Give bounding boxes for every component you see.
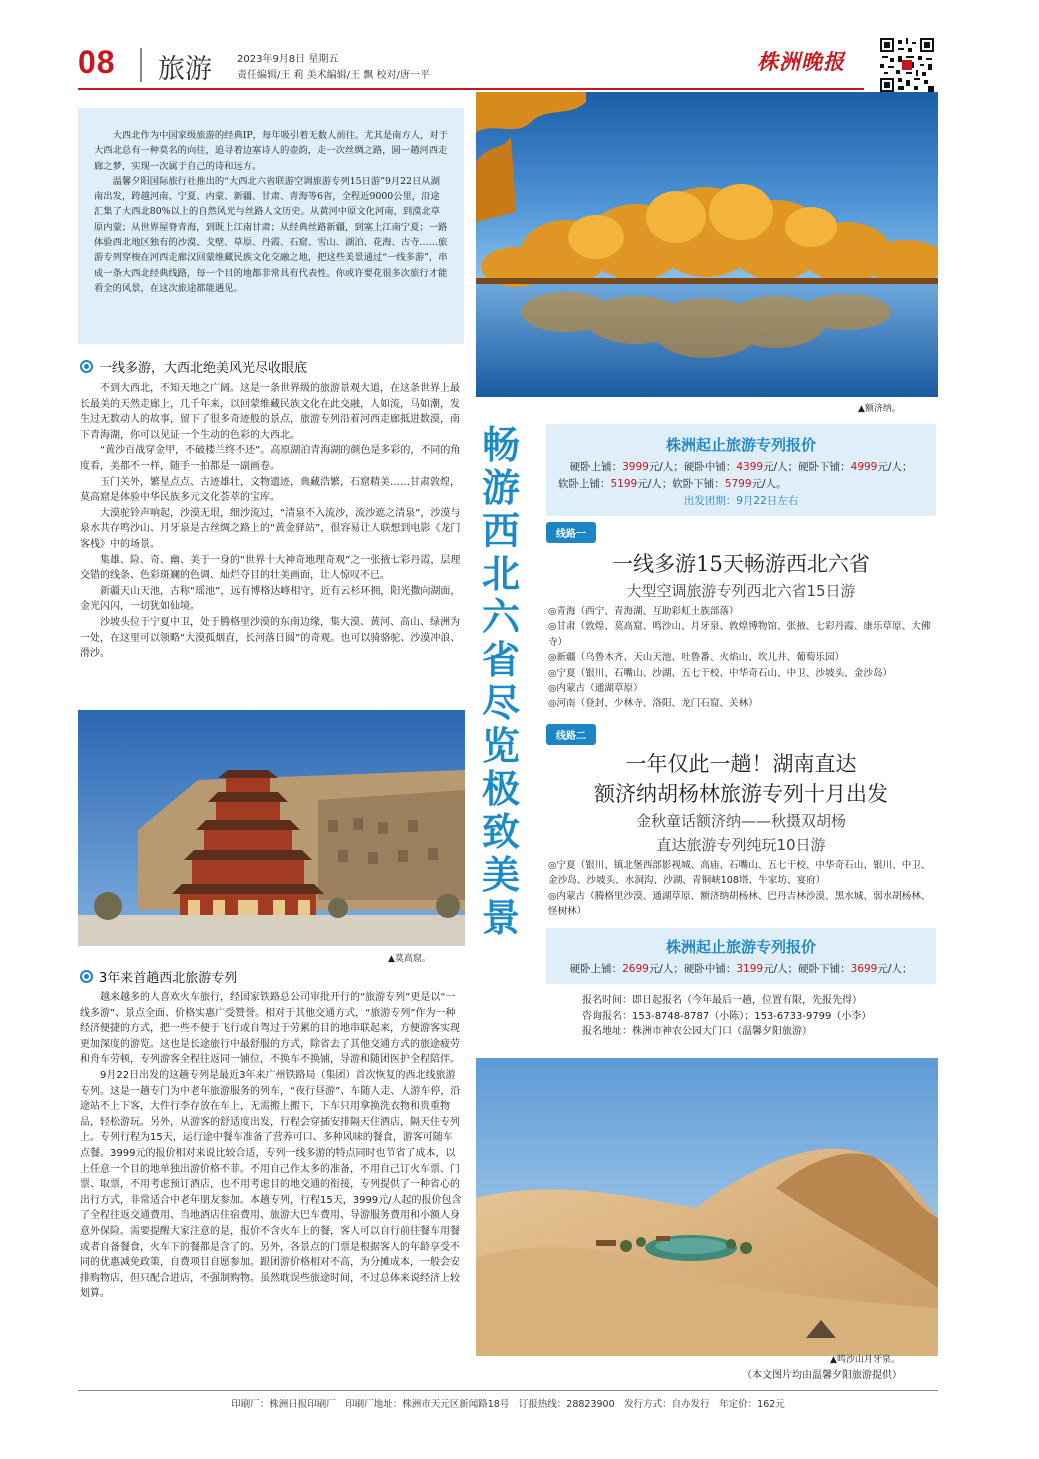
section1-paragraph: “黄沙百战穿金甲，不破楼兰终不还”。高原湖泊青海湖的颜色是多彩的，不同的角度看，美都不一样，随手一拍都是一副画卷。 xyxy=(80,445,461,472)
footer-rule xyxy=(78,1390,938,1391)
route2-subtitle-2: 直达旅游专列纯玩10日游 xyxy=(656,836,826,854)
price-box-2-title: 株洲起止旅游专列报价 xyxy=(665,938,816,956)
vertical-headline: 畅游西北六省 尽览极致美景 xyxy=(481,423,520,940)
page-number: 08 xyxy=(78,44,116,80)
section2-paragraph: 越来越多的人喜欢火车旅行，经国家铁路总公司审批开行的“旅游专列”更是以“一线多游”、景点全面、价格实惠广受赞誉。相对于其他交通方式，“旅游专列”作为一种经济便捷的方式，把一些不便于飞行或自驾过于劳累的目的地串联起来，方便游客实现更加深度的游览。这也是长途旅行中最舒服的方式，除省去了其他交通方式的旅途疲劳和舟车劳顿，专列游客全程往返同一铺位，不换车不换铺，导游和随团医护全程陪伴。 xyxy=(80,992,460,1066)
section1-paragraph: 玉门关外，繁星点点、古迹雄壮，文物遗迹，典藏浩繁，石窟精美……甘肃敦煌，莫高窟是体验中华民族多元文化荟萃的宝库。 xyxy=(80,476,460,504)
newspaper-logo: 株洲晚报 xyxy=(757,49,845,74)
section1-heading-text: 一线多游，大西北绝美风光尽收眼底 xyxy=(99,361,308,376)
route1-list-item: ◎甘肃（敦煌、莫高窟、鸣沙山、月牙泉、敦煌博物馆、张掖、七彩丹霞、康乐草原、大佛寺） xyxy=(548,621,931,648)
bullet-circle-icon xyxy=(80,970,93,983)
section2-heading xyxy=(80,967,237,986)
departure-date: 出发团期：9月22日左右 xyxy=(683,495,799,507)
intro-box xyxy=(78,108,464,344)
header-rule xyxy=(78,88,864,90)
issue-date: 2023年9月8日 星期五 xyxy=(237,54,339,65)
caption-crescent-lake: ▲鸣沙山月牙泉。 xyxy=(830,1355,900,1365)
price-box-1 xyxy=(546,424,936,516)
photo-mogao-image xyxy=(78,710,465,946)
section1-paragraph: 新疆天山天池，古称“瑶池”，远有博格达峰相守，近有云杉环拥，阳光撒向湖面，金光闪闪，一切犹如仙境。 xyxy=(80,585,461,613)
route1-list-item: ◎内蒙古（通湖草原） xyxy=(548,683,643,695)
signup-address: 报名地址：株洲市神农公园大门口（温馨夕阳旅游） xyxy=(582,1026,812,1037)
caption-mogao: ▲莫高窟。 xyxy=(388,954,431,964)
route2-title-1: 一年仅此一趟！湖南直达 xyxy=(625,752,857,776)
route1-list-item: ◎宁夏（银川、石嘴山、沙湖、五七干校、中华奇石山、中卫、沙坡头、金沙岛） xyxy=(548,667,893,679)
photo-ejina-image xyxy=(476,92,938,397)
price-box-1-line-1: 硬卧上铺：3999元/人；硬卧中铺：4399元/人；硬卧下铺：4999元/人； xyxy=(569,461,913,473)
signup-info xyxy=(548,993,936,1040)
section1-paragraph: 集雄、险、奇、幽、美于一身的“世界十大神奇地理奇观”之一张掖七彩丹霞，层理交错的线条、色彩斑斓的色调、灿烂夺目的壮美画面，让人惊叹不已。 xyxy=(80,554,461,582)
route1-list-item: ◎青海（西宁、青海湖、互助彩虹土族部落） xyxy=(548,606,739,617)
route2-title-2: 额济纳胡杨林旅游专列十月出发 xyxy=(594,782,888,806)
section-name: 旅游 xyxy=(158,54,212,85)
photo-crescent-lake-image xyxy=(476,1058,938,1356)
route1-subtitle: 大型空调旅游专列西北六省15日游 xyxy=(626,582,856,600)
section2-body xyxy=(80,990,462,1302)
section1-body xyxy=(80,381,462,662)
editors-line: 责任编辑/王 莉 美术编辑/王 飘 校对/唐一平 xyxy=(237,70,430,81)
caption-ejina: ▲额济纳。 xyxy=(858,404,901,414)
photo-ejina xyxy=(476,92,938,397)
footer-text: 印刷厂：株洲日报印刷厂 印刷厂地址：株洲市天元区新闻路18号 订报热线：28823900 发行方式：自办发行 年定价：162元 xyxy=(231,1399,785,1410)
section1-paragraph: 大漠驼铃声响起，沙漠无垠，细沙流过，“清泉不入流沙，流沙遮之清泉”，沙漠与泉水共存鸣沙山、月牙泉是古丝绸之路上的“黄金驿站”，很容易让人联想到电影《龙门客栈》中的场景。 xyxy=(80,507,461,550)
signup-time: 报名时间：即日起报名（今年最后一趟，位置有限，先报先得） xyxy=(582,995,862,1006)
route2-list-item: ◎内蒙古（腾格里沙漠、通湖草原、额济纳胡杨林、巴丹吉林沙漠、黑水城、弱水胡杨林、怪树林） xyxy=(548,890,931,918)
price-box-1-line-2: 软卧上铺：5199元/人；软卧下铺：5799元/人。 xyxy=(558,478,787,490)
route1-list-item: ◎河南（登封、少林寺、洛阳、龙门石窟、关林） xyxy=(548,698,758,710)
route2-tag: 线路二 xyxy=(546,724,596,745)
photo-credit: （本文图片均由温馨夕阳旅游提供） xyxy=(742,1370,902,1381)
header-divider xyxy=(140,48,142,82)
section1-paragraph: 不到大西北，不知天地之广阔。这是一条世界级的旅游景观大道，在这条世界上最长最美的天然走廊上，几千年来，以回蒙维藏民族文化在此交融，人如流，马如潮，发生过无数动人的故事，留下了很多奇迹般的景点，旅游专列沿着河西走廊抵进数漠，南下青海湖，你可以见证一个生动的色彩的大西北。 xyxy=(80,383,460,441)
route1-title: 一线多游15天畅游西北六省 xyxy=(612,552,870,576)
route1-list xyxy=(548,604,936,712)
signup-phone: 咨询报名：153-8748-8787（小陈）；153-6733-9799（小李） xyxy=(582,1010,872,1022)
section1-heading xyxy=(80,357,307,376)
route1-list-item: ◎新疆（乌鲁木齐、天山天池、吐鲁番、火焰山、坎儿井、葡萄乐园） xyxy=(548,652,845,664)
price-box-2 xyxy=(546,928,936,984)
route2-subtitle-1: 金秋童话额济纳——秋摄双胡杨 xyxy=(635,812,846,830)
price-box-2-line-1: 硬卧上铺：2699元/人；硬卧中铺：3199元/人；硬卧下铺：3699元/人； xyxy=(569,963,913,975)
route1-tag: 线路一 xyxy=(546,522,596,543)
route2-list-item: ◎宁夏（银川、镇北堡西部影视城、高庙、石嘴山、五七干校、中华奇石山、银川、中卫、金沙岛、沙坡头、水洞沟、沙湖、青铜峡108塔、牛家坊、宴府） xyxy=(548,860,931,887)
photo-crescent-lake xyxy=(476,1058,938,1356)
intro-paragraph-2: 温馨夕阳国际旅行社推出的“大西北六省联游空调旅游专列15日游”9月22日从湖南出发，跨越河南、宁夏、内蒙、新疆、甘肃、青海等6省，全程近9000公里，沿途汇集了大西北80%以上的自然风光与丝路人文历史。从黄河中原文化河南，到漠北草原内蒙；从世界屋脊青海，到既上江南甘肃；从经典丝路新疆，到塞上江南宁夏；一路体验西北地区独有的沙漠、戈壁、草原、丹霞、石窟、雪山、湖泊、花海、古寺……旅游专列穿梭在河西走廊汉回蒙维藏民族文化交融之地，把这些美景通过“一线多游”，串成一条大西北经典线路，每一个目的地都非常具有代表性。你或许要花很多次旅行才能看全的风景，在这次旅途都能遇见。 xyxy=(94,175,448,294)
intro-paragraph-1: 大西北作为中国家级旅游的经典IP，每年吸引着无数人前往。尤其是南方人，对于大西北总有一种莫名的向往，追寻着边塞诗人的壶韵，走一次丝绸之路，圆一趟河西走廊之梦，实现一次属于自己的诗和远方。 xyxy=(94,130,448,172)
qr-code-icon xyxy=(880,38,934,92)
section2-paragraph: 9月22日出发的这趟专列是最近3年来广州铁路局（集团）首次恢复的西北线旅游专列。这是一趟专门为中老年旅游服务的列车，“夜行昼游”、车随人走、人游车停，沿途站不上下客，大件行李存放在车上，无需搬上搬下，下车只用拿换洗衣物和贵重物品，轻松游玩。另外，从游客的舒适度出发，行程会穿插安排隔天住酒店，隔天住专列上。专列行程为15天，运行途中餐车准备了营养可口、多种风味的餐食，游客可随车点餐。3999元的报价相对来说比较合适，专列一线多游的特点同时也节省了成本，以上任意一个目的地单独出游价格不菲。不用自己作太多的准备，不用自己订火车票、门票、取票，不用考虑预订酒店，也不用考虑目的地交通的衔接，专列提供了一种省心的出行方式，非常适合中老年朋友参加。本趟专列，行程15天，3999元/人起的报价包含了全程往返交通费用、当地酒店住宿费用、旅游大巴车费用、导游服务费用和小额人身意外保险。需要提醒大家注意的是，报价不含火车上的餐，客人可以自行前往餐车用餐或者自备餐食，火车下的餐都是含了的。另外，各景点的门票是根据客人的年龄享受不同的优惠减免政策，自费项目自愿参加。跟团游价格相对不高，为分摊成本，一般会安排购物店，但只配合进店，不强制购物。虽然耽误些旅途时间，不过总体来说经济上较划算。 xyxy=(80,1069,462,1300)
section1-paragraph: 沙坡头位于宁夏中卫，处于腾格里沙漠的东南边缘，集大漠、黄河、高山、绿洲为一处，在这里可以领略“大漠孤烟直，长河落日圆”的奇观。也可以骑骆驼、沙漠冲浪、滑沙。 xyxy=(80,616,461,660)
price-box-1-title: 株洲起止旅游专列报价 xyxy=(665,436,816,454)
route2-list xyxy=(548,858,936,920)
section2-heading-text: 3年来首趟西北旅游专列 xyxy=(99,971,238,986)
bullet-circle-icon xyxy=(80,360,93,373)
photo-mogao xyxy=(78,710,465,946)
